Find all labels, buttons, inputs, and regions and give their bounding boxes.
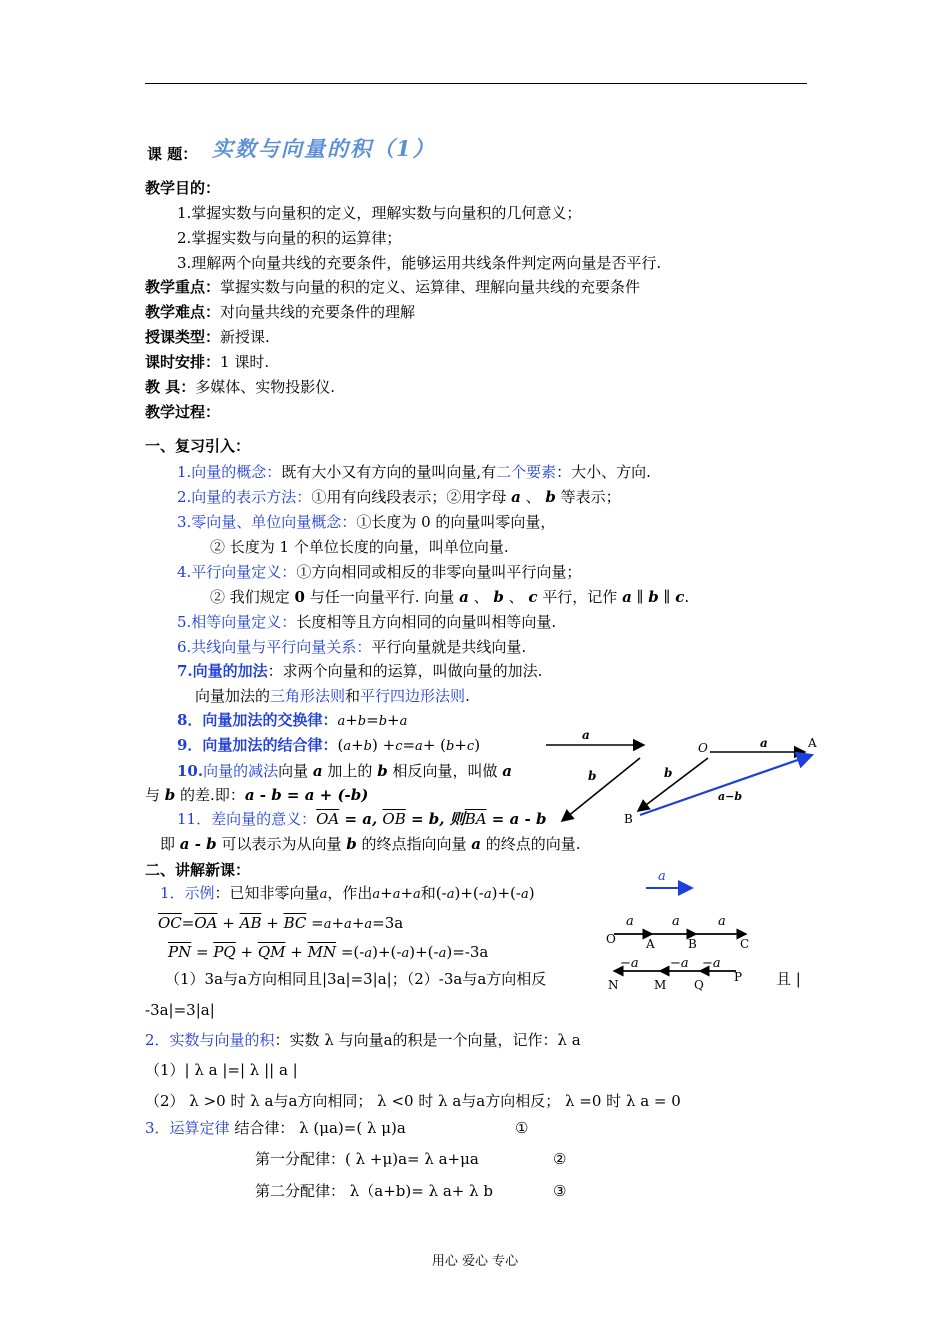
review-item-3b: ② 长度为 1 个单位长度的向量，叫单位向量. — [210, 538, 509, 556]
example-conclusion-tail: 且 | — [776, 970, 801, 988]
point-o: O — [698, 741, 708, 755]
objective-item: 2.掌握实数与向量的积的运算律； — [177, 229, 402, 247]
vector-neg-a-label-3: −a — [702, 956, 721, 971]
page-footer: 用心 爱心 专心 — [431, 1254, 519, 1269]
vector-ba-label: a−b — [718, 790, 743, 803]
vector-a-label-3: a — [718, 914, 726, 929]
new-lesson-heading: 二、讲解新课： — [145, 861, 251, 879]
vector-a-label: a — [582, 728, 590, 742]
law-number-2: ② — [553, 1150, 567, 1168]
law-distributive-2: 第二分配律： λ（a+b)= λ a+ λ b — [255, 1182, 494, 1200]
point-n-bottom: N — [608, 978, 619, 992]
review-item-6: 6.共线向量与平行向量关系：平行向量就是共线向量. — [177, 638, 527, 656]
point-b-top: B — [688, 937, 697, 951]
page-title: 实数与向量的积（1） — [212, 136, 436, 161]
point-a-top: A — [646, 937, 655, 951]
point-q-bottom: Q — [694, 978, 704, 992]
example-sum-negative: $\overline{PN} = \overline{PQ} + \overline{QM} + \overline{MN} =(-a)+(-a)+(-a)=-3a$ — [168, 943, 489, 961]
review-item-10: 10.向量的减法向量 a 加上的 b 相反向量，叫做 a — [177, 762, 512, 780]
lesson-type: 授课类型：新授课. — [145, 328, 270, 346]
objective-item: 1.掌握实数与向量积的定义，理解实数与向量积的几何意义； — [177, 204, 582, 222]
objective-item: 3.理解两个向量共线的充要条件，能够运用共线条件判定两向量是否平行. — [177, 254, 662, 272]
scalar-multiple-figure — [600, 868, 760, 993]
vector-subtraction-figure — [540, 725, 830, 830]
review-item-1: 1.向量的概念：既有大小又有方向的量叫向量,有二个要素：大小、方向. — [177, 463, 651, 481]
vector-a-label-1: a — [626, 914, 634, 929]
example-sum-positive: $\overline{OC}=\overline{OA} + \overline{AB} + \overline{BC} =a+a+a=3a$ — [158, 914, 404, 932]
vector-neg-a-label-1: −a — [620, 956, 639, 971]
definition-line: 2．实数与向量的积：实数 λ 与向量a的积是一个向量，记作：λ a — [145, 1031, 581, 1049]
vector-a-label-2: a — [672, 914, 680, 929]
law-associative: 3．运算定律 结合律： λ (μa)=( λ μ)a — [145, 1119, 406, 1137]
review-item-4: 4.平行向量定义：①方向相同或相反的非零向量叫平行向量； — [177, 563, 582, 581]
point-a: A — [808, 736, 817, 750]
review-item-10b: 与 b 的差.即：a - b = a + (-b) — [145, 786, 369, 804]
vector-ob-label: b — [664, 766, 673, 780]
review-item-8: 8．向量加法的交换律：a+b=b+a — [177, 711, 408, 729]
review-item-11: 11．差向量的意义：$\overline{OA} = a$, $\overline{OB} = b$, 则$\overline{BA} = a - b$ — [177, 810, 547, 828]
review-item-9: 9．向量加法的结合律：(a+b) +c=a+ (b+c) — [177, 736, 481, 754]
example-conclusion-2: -3a|=3|a| — [145, 1001, 215, 1019]
review-item-4b: ② 我们规定 0 与任一向量平行. 向量 a 、 b 、 c 平行，记作 a ∥ b ∥ c. — [210, 588, 690, 606]
header-rule — [145, 83, 807, 84]
point-m-bottom: M — [654, 978, 667, 992]
review-item-11b: 即 a - b 可以表示为从向量 b 的终点指向向量 a 的终点的向量. — [160, 835, 581, 853]
point-b: B — [624, 812, 633, 826]
vector-oa-label: a — [760, 736, 768, 750]
law-number-1: ① — [515, 1119, 529, 1137]
law-distributive-1: 第一分配律：( λ +μ)a= λ a+μa — [255, 1150, 479, 1168]
example-conclusion: （1）3a与a方向相同且|3a|=3|a|；（2）-3a与a方向相反 — [165, 970, 547, 988]
lesson-hours: 课时安排：1 课时. — [145, 353, 270, 371]
vector-b-label: b — [588, 769, 597, 783]
vector-neg-a-label-2: −a — [670, 956, 689, 971]
objectives-heading: 教学目的： — [145, 179, 221, 197]
process-heading: 教学过程： — [145, 403, 221, 421]
point-c-top: C — [740, 937, 750, 951]
review-item-7b: 向量加法的三角形法则和平行四边形法则. — [195, 687, 470, 705]
point-p-bottom: P — [734, 970, 743, 984]
review-item-5: 5.相等向量定义：长度相等且方向相同的向量叫相等向量. — [177, 613, 557, 631]
vector-ba-line — [640, 755, 812, 815]
review-item-2: 2.向量的表示方法：①用有向线段表示；②用字母 a 、 b 等表示； — [177, 488, 621, 506]
definition-direction: （2） λ >0 时 λ a与a方向相同； λ <0 时 λ a与a方向相反； λ =0 时 λ a = 0 — [145, 1092, 681, 1110]
law-number-3: ③ — [553, 1182, 567, 1200]
review-heading: 一、复习引入： — [145, 437, 251, 455]
title-label: 课 题： — [147, 145, 198, 163]
key-point: 教学重点：掌握实数与向量的积的定义、运算律、理解向量共线的充要条件 — [145, 278, 641, 296]
teaching-tools: 教 具：多媒体、实物投影仪. — [145, 378, 336, 396]
definition-magnitude: （1）| λ a |=| λ || a | — [145, 1061, 298, 1079]
review-item-7: 7.向量的加法：求两个向量和的运算，叫做向量的加法. — [177, 662, 543, 680]
difficulty: 教学难点：对向量共线的充要条件的理解 — [145, 303, 416, 321]
review-item-3: 3.零向量、单位向量概念：①长度为 0 的向量叫零向量， — [177, 513, 556, 531]
vector-a-sample-label: a — [658, 869, 666, 884]
point-o-top: O — [606, 932, 616, 946]
example-line: 1．示例：已知非零向量a，作出a+a+a和(-a)+(-a)+(-a) — [160, 884, 535, 902]
